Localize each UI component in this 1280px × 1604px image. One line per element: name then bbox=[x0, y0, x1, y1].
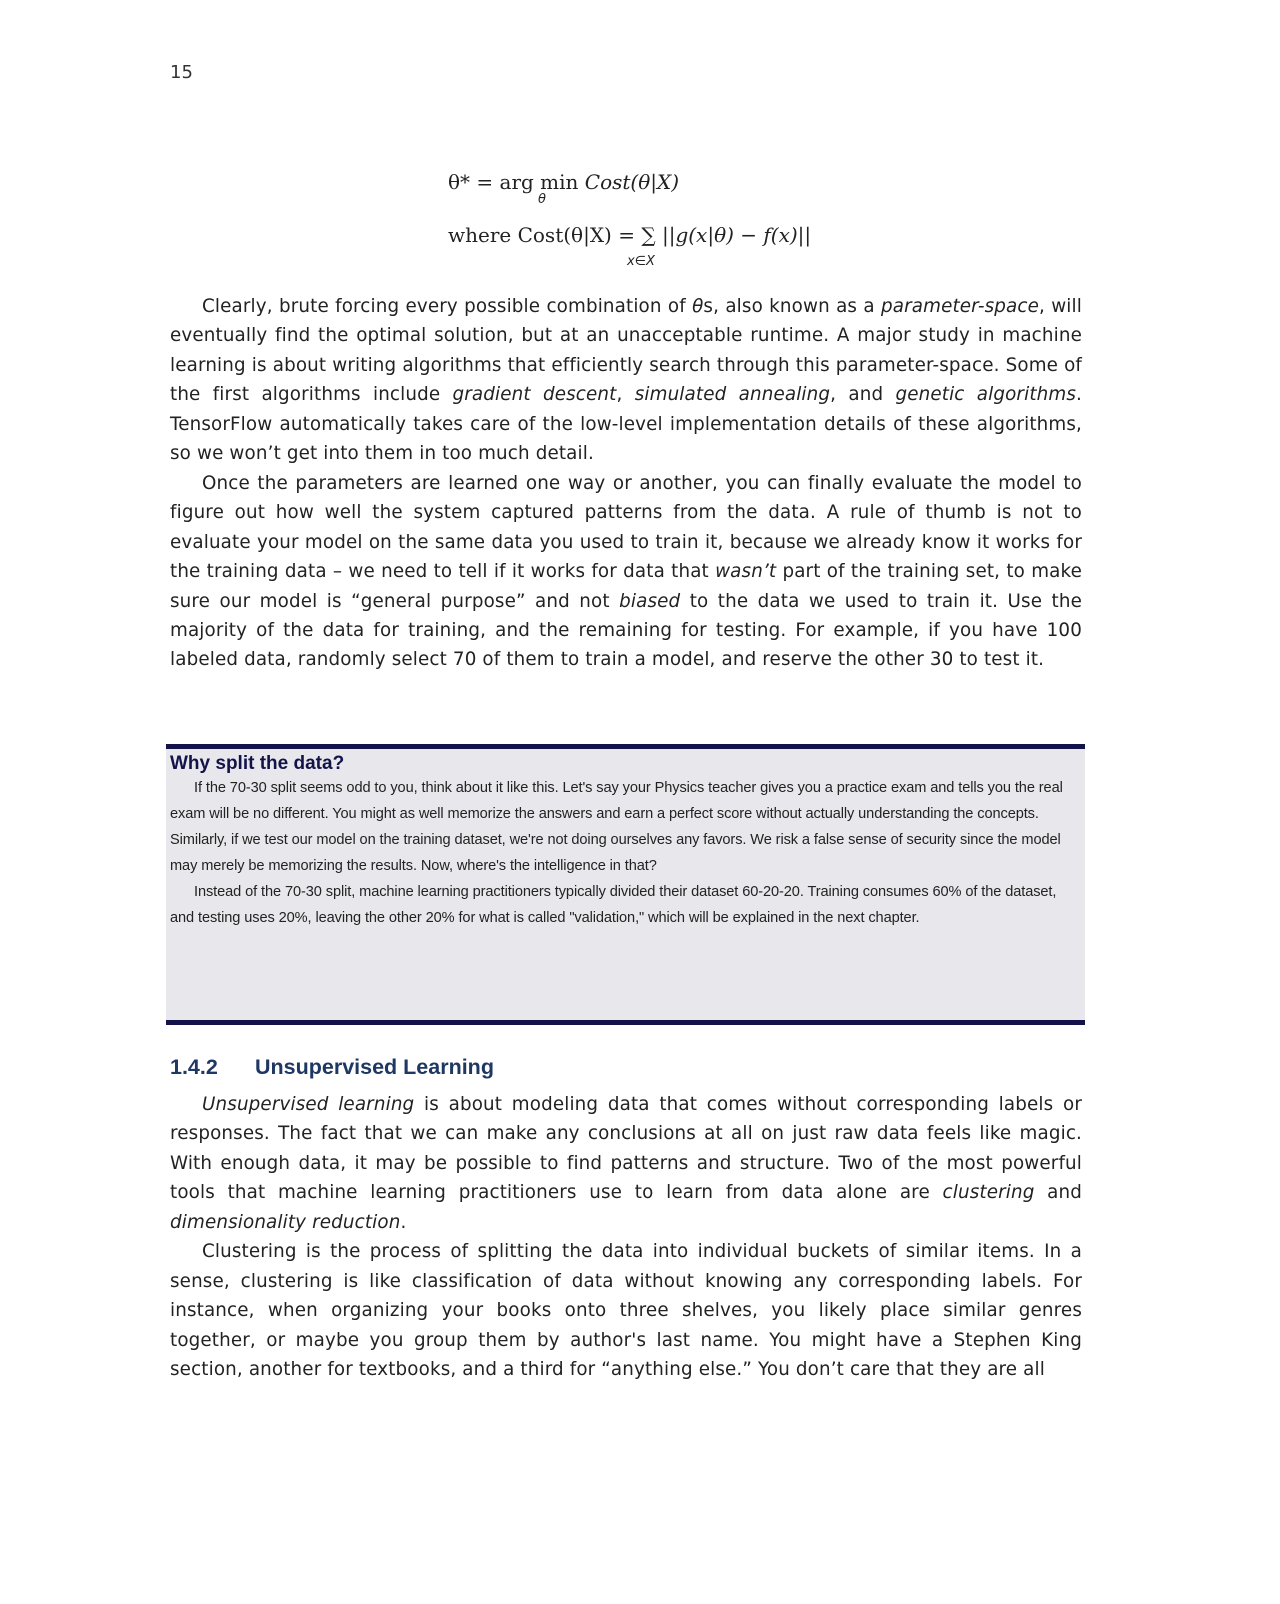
equation-lhs: where Cost(θ|X) = ∑ bbox=[448, 223, 656, 247]
paragraph bbox=[170, 469, 1082, 675]
text-run: part of the training set, to make sure our model is “general purpose” and not bbox=[170, 561, 1082, 612]
text-run: . TensorFlow automatically takes care of the low-level implementation details of these algorithms, so we won’t get into them in too much detail. bbox=[170, 384, 1082, 465]
equation-argmin bbox=[448, 170, 679, 194]
sidebar-paragraph: If the 70-30 split seems odd to you, think about it like this. Let's say your Physics teacher gives you a practice exam and tells you the real exam will be no different. You might as well memorize the answers and earn a perfect score without actually understanding the concepts. Similarly, if we test our model on the training dataset, we're not doing ourselves any favors. We risk a false sense of security since the model may merely be memorizing the results. Now, where's the intelligence in that? bbox=[170, 780, 1063, 874]
text-run: to the data we used to train it. Use the majority of the data for training, and the remaining for testing. For example, if you have 100 labeled data, randomly select 70 of them to train a model, and reserve the other 30 to test it. bbox=[170, 590, 1082, 671]
paragraph bbox=[170, 292, 1082, 469]
equation-rhs: Cost(θ|X) bbox=[584, 170, 680, 194]
text-run: . bbox=[400, 1211, 407, 1233]
emphasis-text: parameter-space bbox=[880, 296, 1039, 317]
equation-subscript: x∈X bbox=[627, 254, 655, 269]
text-run: s, also known as a bbox=[703, 296, 881, 317]
paragraph bbox=[170, 1090, 1082, 1237]
section-heading bbox=[170, 1055, 494, 1080]
paragraph bbox=[170, 1237, 1082, 1384]
text-run: Once the parameters are learned one way or another, you can finally evaluate the model to figure out how well the system captured patterns from the data. A rule of thumb is not to evaluate your model on the same data you used to train it, because we already know it works for the training data – we need to tell if it works for data that bbox=[170, 472, 1082, 583]
text-run: , bbox=[616, 384, 635, 406]
text-run: , and bbox=[830, 384, 896, 406]
emphasis-text: dimensionality reduction bbox=[170, 1211, 401, 1233]
section-title: Unsupervised Learning bbox=[255, 1055, 494, 1079]
equation-subscript: θ bbox=[538, 192, 546, 207]
text-run: is about modeling data that comes without corresponding labels or responses. The fact that we can make any conclusions at all on just raw data feels like magic. With enough data, it may be possible to find patterns and structure. Two of the most powerful tools that machine learning practitioners use to learn from data alone are bbox=[170, 1094, 1082, 1204]
emphasis-text: biased bbox=[619, 590, 681, 612]
equation-lhs: θ* = arg min bbox=[448, 170, 579, 194]
emphasis-text: genetic algorithms bbox=[895, 384, 1077, 406]
text-run: , will eventually find the optimal solution, but at an unacceptable runtime. A major study in machine learning is about writing algorithms that efficiently search through this parameter-space. Some of the first algorithms include bbox=[170, 296, 1082, 406]
section-number: 1.4.2 bbox=[170, 1055, 218, 1079]
equation-rhs: ||g(x|θ) − f(x)|| bbox=[661, 223, 812, 247]
page-number: 15 bbox=[170, 62, 193, 83]
text-run: and bbox=[1034, 1182, 1083, 1204]
emphasis-text: gradient descent bbox=[452, 384, 617, 406]
equation-cost bbox=[448, 223, 811, 247]
emphasis-text: simulated annealing bbox=[634, 384, 831, 406]
sidebar-box bbox=[166, 744, 1085, 1025]
sidebar-paragraph: Instead of the 70-30 split, machine learning practitioners typically divided their dataset 60-20-20. Training consumes 60% of the dataset, and testing uses 20%, leaving the other 20% for what is called "validation," which will be explained in the next chapter. bbox=[170, 884, 1057, 926]
emphasis-text: clustering bbox=[942, 1182, 1035, 1204]
sidebar-box-title: Why split the data? bbox=[170, 753, 345, 774]
text-run: Clustering is the process of splitting the data into individual buckets of similar items. In a sense, clustering is like classification of data without knowing any corresponding labels. For instance, when organizing your books onto three shelves, you likely place similar genres together, or maybe you group them by author's last name. You might have a Stephen King section, another for textbooks, and a third for “anything else.” You don’t care that they are all bbox=[170, 1241, 1082, 1381]
section-body-2 bbox=[170, 1090, 1082, 1385]
emphasis-text: Unsupervised learning bbox=[202, 1094, 415, 1115]
section-body-1 bbox=[170, 292, 1082, 675]
emphasis-text: wasn’t bbox=[715, 561, 777, 583]
emphasis-text: θ bbox=[692, 296, 704, 317]
text-run: Clearly, brute forcing every possible combination of bbox=[202, 296, 693, 317]
